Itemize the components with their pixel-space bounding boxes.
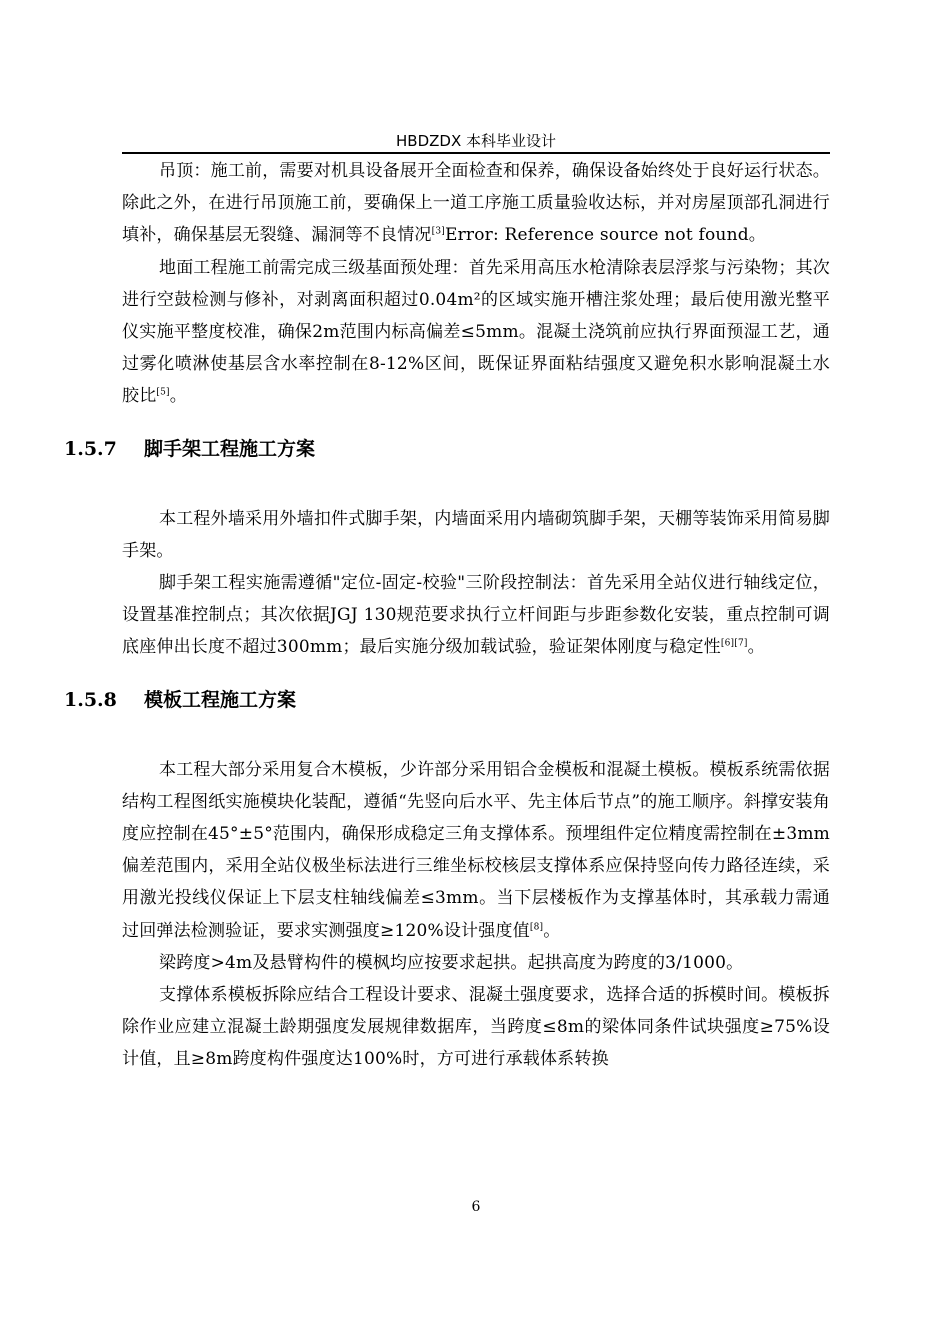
paragraph-scaffolding-method: 脚手架工程实施需遵循"定位-固定-校验"三阶段控制法：首先采用全站仪进行轴线定位，设置基准控制点；其次依据JGJ 130规范要求执行立杆间距与步距参数化安装，重点控制可调底座伸出长度不超过300mm；最后实施分级加载试验，验证架体刚度与稳定性[6][7]。 [122, 573, 830, 658]
citation[interactable]: [3] [431, 226, 445, 237]
citation[interactable]: [6][7] [720, 638, 748, 649]
section-title: 脚手架工程施工方案 [144, 437, 316, 460]
section-heading-scaffolding [64, 437, 772, 461]
citation[interactable]: [8] [529, 922, 544, 932]
page-body [64, 155, 830, 1076]
section-title: 模板工程施工方案 [144, 688, 297, 711]
citation[interactable]: [5] [156, 387, 170, 398]
header-divider [122, 152, 830, 154]
paragraph-formwork-camber: 梁跨度>4m及悬臂构件的模枫均应按要求起拱。起拱高度为跨度的3/1000。 [159, 952, 744, 973]
paragraph-scaffolding-intro: 本工程外墙采用外墙扣件式脚手架，内墙面采用内墙砌筑脚手架，天棚等装饰采用简易脚手架。 [122, 508, 830, 561]
page-header: HBDZDX 本科毕业设计 [396, 132, 556, 150]
section-number: 1.5.8 [64, 688, 117, 711]
paragraph-formwork-removal: 支撑体系模板拆除应结合工程设计要求、混凝土强度要求，选择合适的拆模时间。模板拆除作业应建立混凝土龄期强度发展规律数据库，当跨度≤8m的梁体同条件试块强度≥75%设计值，且≥8m跨度构件强度达100%时，方可进行承载体系转换 [122, 985, 830, 1070]
section-heading-formwork [64, 688, 772, 712]
section-number: 1.5.7 [64, 437, 117, 460]
paragraph-formwork-intro: 本工程大部分采用复合木模板，少许部分采用铝合金模板和混凝土模板。模板系统需依据结构工程图纸实施模块化装配，遵循“先竖向后水平、先主体后节点”的施工顺序。斜撑安装角度应控制在45°±5°范围内，确保形成稳定三角支撑体系。预埋组件定位精度需控制在±3mm偏差范围内，采用全站仪极坐标法进行三维坐标校核层支撑体系应保持竖向传力路径连续，采用激光投线仪保证上下层支柱轴线偏差≤3mm。当下层楼板作为支撑基体时，其承载力需通过回弹法检测验证，要求实测强度≥120%设计强度值[8]。 [122, 759, 830, 941]
paragraph-ceiling: 吊顶：施工前，需要对机具设备展开全面检查和保养，确保设备始终处于良好运行状态。除此之外，在进行吊顶施工前，要确保上一道工序施工质量验收达标，并对房屋顶部孔洞进行填补，确保基层无裂缝、漏洞等不良情况[3]Error: Reference source not found。 [122, 161, 830, 246]
page-number: 6 [471, 1199, 481, 1215]
paragraph-floor: 地面工程施工前需完成三级基面预处理：首先采用高压水枪清除表层浮浆与污染物；其次进行空鼓检测与修补，对剥离面积超过0.04m²的区域实施开槽注浆处理；最后使用激光整平仪实施平整度校准，确保2m范围内标高偏差≤5mm。混凝土浇筑前应执行界面预湿工艺，通过雾化喷淋使基层含水率控制在8-12%区间，既保证界面粘结强度又避免积水影响混凝土水胶比[5]。 [122, 257, 830, 407]
